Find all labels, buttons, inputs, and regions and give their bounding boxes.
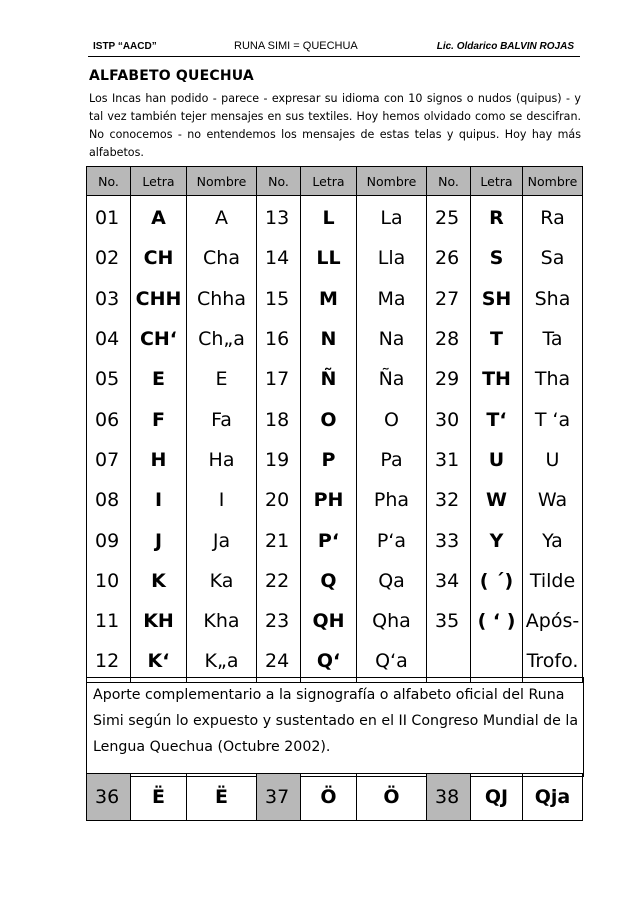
letter-cell: QJ: [471, 774, 523, 821]
letter-name: Sa: [523, 238, 583, 278]
letter-name: Na: [357, 319, 427, 359]
letter-number: 20: [257, 480, 301, 520]
letter-number: 04: [87, 319, 131, 359]
letter-cell: [471, 641, 523, 682]
letter-number: 13: [257, 196, 301, 239]
letter-number: 24: [257, 641, 301, 682]
column-header: Nombre: [187, 167, 257, 196]
letter-cell: P‘: [301, 520, 357, 560]
column-header: Nombre: [523, 167, 583, 196]
letter-number: 22: [257, 561, 301, 601]
letter-number: 03: [87, 279, 131, 319]
letter-name: Sha: [523, 279, 583, 319]
letter-number: 07: [87, 440, 131, 480]
letter-name: La: [357, 196, 427, 239]
column-header: Letra: [301, 167, 357, 196]
letter-name: Tilde: [523, 561, 583, 601]
letter-name: Ö: [357, 774, 427, 821]
letter-cell: N: [301, 319, 357, 359]
letter-cell: S: [471, 238, 523, 278]
column-header: Nombre: [357, 167, 427, 196]
letter-name: Ja: [187, 520, 257, 560]
letter-name: Ka: [187, 561, 257, 601]
letter-name: K„a: [187, 641, 257, 682]
letter-cell: J: [131, 520, 187, 560]
letter-number: 11: [87, 601, 131, 641]
letter-cell: M: [301, 279, 357, 319]
table-header-row: [87, 167, 583, 196]
letter-cell: LL: [301, 238, 357, 278]
letter-cell: CH: [131, 238, 187, 278]
letter-number: [427, 641, 471, 682]
letter-cell: K‘: [131, 641, 187, 682]
letter-cell: Q‘: [301, 641, 357, 682]
letter-name: Kha: [187, 601, 257, 641]
letter-name: Ha: [187, 440, 257, 480]
letter-name: Ya: [523, 520, 583, 560]
letter-cell: TH: [471, 359, 523, 399]
letter-number: 06: [87, 399, 131, 439]
table-row: [87, 319, 583, 359]
extra-row: [87, 774, 583, 821]
letter-number: 31: [427, 440, 471, 480]
table-row: [87, 601, 583, 641]
letter-cell: CH‘: [131, 319, 187, 359]
letter-name: T ‘a: [523, 399, 583, 439]
column-header: No.: [257, 167, 301, 196]
extra-letters-table: [86, 773, 583, 821]
letter-cell: A: [131, 196, 187, 239]
letter-name: Ra: [523, 196, 583, 239]
letter-cell: T: [471, 319, 523, 359]
letter-number: 28: [427, 319, 471, 359]
letter-cell: H: [131, 440, 187, 480]
table-row: [87, 238, 583, 278]
letter-cell: KH: [131, 601, 187, 641]
letter-number: 23: [257, 601, 301, 641]
letter-cell: ( ‘ ): [471, 601, 523, 641]
letter-name: Trofo.: [523, 641, 583, 682]
column-header: Letra: [471, 167, 523, 196]
letter-number: 27: [427, 279, 471, 319]
aporte-note: Aporte complementario a la signografía o alfabeto oficial del Runa Simi según lo expuesto y sustentado en el II Congreso Mundial de la Lengua Quechua (Octubre 2002).: [86, 677, 584, 777]
letter-number: 12: [87, 641, 131, 682]
letter-name: Ë: [187, 774, 257, 821]
table-row: [87, 196, 583, 239]
letter-name: I: [187, 480, 257, 520]
letter-number: 17: [257, 359, 301, 399]
letter-name: U: [523, 440, 583, 480]
letter-name: Ma: [357, 279, 427, 319]
letter-cell: QH: [301, 601, 357, 641]
letter-cell: U: [471, 440, 523, 480]
letter-cell: Ö: [301, 774, 357, 821]
column-header: No.: [427, 167, 471, 196]
letter-number: 34: [427, 561, 471, 601]
letter-number: 21: [257, 520, 301, 560]
letter-number: 16: [257, 319, 301, 359]
letter-number: 15: [257, 279, 301, 319]
letter-name: Ta: [523, 319, 583, 359]
letter-name: Chha: [187, 279, 257, 319]
letter-name: Wa: [523, 480, 583, 520]
table-row: [87, 520, 583, 560]
letter-number: 01: [87, 196, 131, 239]
letter-name: Após-: [523, 601, 583, 641]
letter-cell: O: [301, 399, 357, 439]
alphabet-table: [86, 166, 583, 683]
table-row: [87, 641, 583, 682]
letter-name: Ch„a: [187, 319, 257, 359]
letter-number: 25: [427, 196, 471, 239]
letter-cell: Q: [301, 561, 357, 601]
letter-name: P‘a: [357, 520, 427, 560]
letter-cell: Ë: [131, 774, 187, 821]
letter-cell: Ñ: [301, 359, 357, 399]
letter-name: Ña: [357, 359, 427, 399]
header-author: Lic. Oldarico BALVIN ROJAS: [436, 41, 574, 52]
letter-number: 32: [427, 480, 471, 520]
letter-name: Qha: [357, 601, 427, 641]
table-row: [87, 279, 583, 319]
letter-name: O: [357, 399, 427, 439]
header-subject: RUNA SIMI = QUECHUA: [234, 40, 358, 52]
letter-name: E: [187, 359, 257, 399]
letter-cell: PH: [301, 480, 357, 520]
letter-name: Lla: [357, 238, 427, 278]
letter-number: 05: [87, 359, 131, 399]
letter-number: 33: [427, 520, 471, 560]
letter-cell: Y: [471, 520, 523, 560]
letter-number: 37: [257, 774, 301, 821]
letter-name: Cha: [187, 238, 257, 278]
letter-name: Qa: [357, 561, 427, 601]
letter-cell: R: [471, 196, 523, 239]
letter-number: 36: [87, 774, 131, 821]
letter-number: 02: [87, 238, 131, 278]
letter-number: 38: [427, 774, 471, 821]
page-header: [88, 38, 580, 57]
letter-cell: I: [131, 480, 187, 520]
letter-number: 18: [257, 399, 301, 439]
table-row: [87, 480, 583, 520]
letter-number: 30: [427, 399, 471, 439]
letter-cell: P: [301, 440, 357, 480]
letter-cell: W: [471, 480, 523, 520]
letter-name: Pa: [357, 440, 427, 480]
letter-number: 08: [87, 480, 131, 520]
column-header: No.: [87, 167, 131, 196]
alphabet-table-body: [87, 167, 583, 683]
letter-name: Qja: [523, 774, 583, 821]
column-header: Letra: [131, 167, 187, 196]
table-row: [87, 561, 583, 601]
letter-name: Q‘a: [357, 641, 427, 682]
letter-cell: CHH: [131, 279, 187, 319]
letter-number: 14: [257, 238, 301, 278]
letter-name: Fa: [187, 399, 257, 439]
intro-paragraph: Los Incas han podido - parece - expresar su idioma con 10 signos o nudos (quipus) - y tal vez también tejer mensajes en sus textiles. Hoy hemos olvidado como se descifran. No conocemos - no entendemos los mensajes de estas telas y quipus. Hoy hay más alfabetos.: [89, 92, 581, 159]
header-institution: ISTP “AACD”: [93, 41, 157, 52]
page-title: ALFABETO QUECHUA: [89, 68, 254, 84]
letter-cell: E: [131, 359, 187, 399]
letter-cell: K: [131, 561, 187, 601]
table-row: [87, 359, 583, 399]
letter-cell: F: [131, 399, 187, 439]
letter-cell: T‘: [471, 399, 523, 439]
letter-cell: SH: [471, 279, 523, 319]
letter-name: Pha: [357, 480, 427, 520]
letter-name: A: [187, 196, 257, 239]
letter-number: 10: [87, 561, 131, 601]
letter-name: Tha: [523, 359, 583, 399]
letter-cell: ( ´): [471, 561, 523, 601]
letter-number: 09: [87, 520, 131, 560]
letter-cell: L: [301, 196, 357, 239]
letter-number: 29: [427, 359, 471, 399]
table-row: [87, 440, 583, 480]
letter-number: 26: [427, 238, 471, 278]
letter-number: 19: [257, 440, 301, 480]
letter-number: 35: [427, 601, 471, 641]
table-row: [87, 399, 583, 439]
